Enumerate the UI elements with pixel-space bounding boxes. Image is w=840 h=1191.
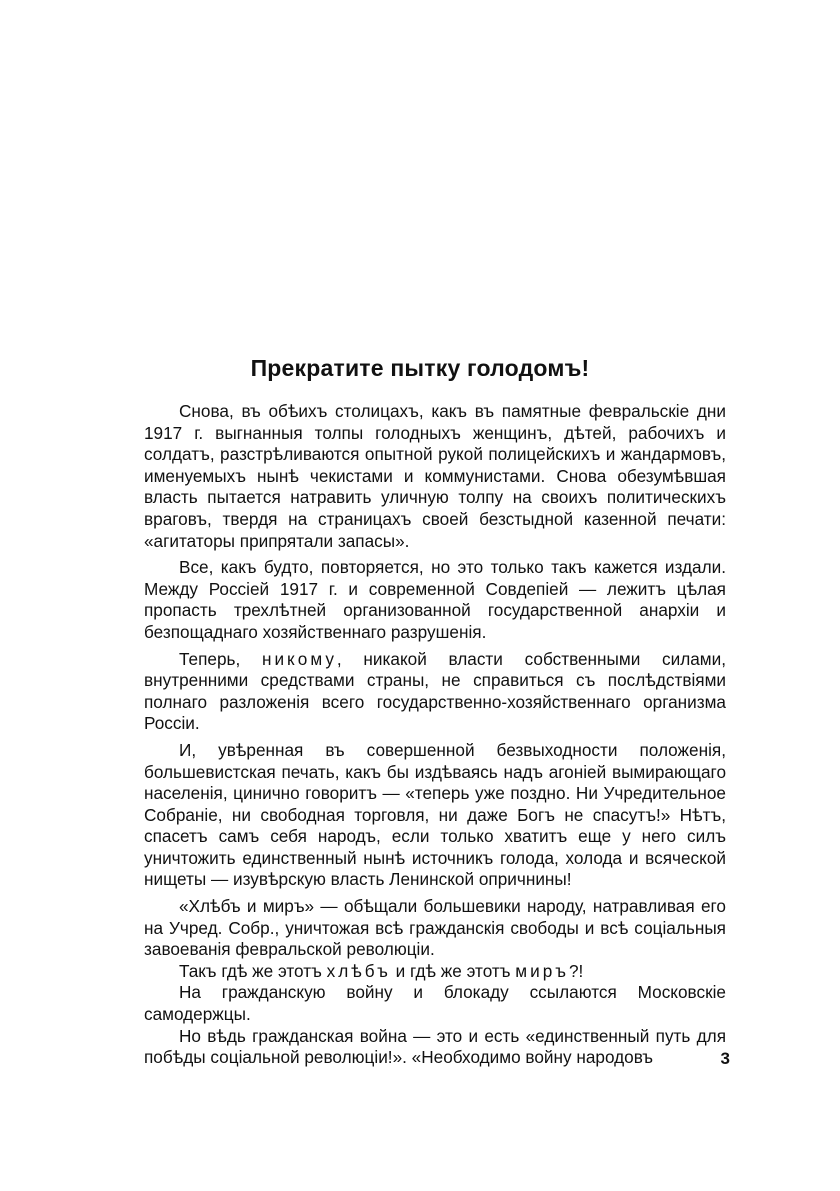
paragraph-5: «Хлѣбъ и миръ» — обѣщали большевики народу, натравливая его на Учред. Собр., уничтожая всѣ гражданскія свободы и всѣ соціальныя завоеванія февральской революціи. <box>144 896 726 960</box>
paragraph-2: Все, какъ будто, повторяется, но это только такъ кажется издали. Между Россіей 1917 г. и современной Совдепіей — лежитъ цѣлая пропасть трехлѣтней организованной государственной анархіи и безпощаднаго хозяйственнаго разрушенія. <box>144 557 726 642</box>
paragraph-3-lead: Теперь, <box>179 648 262 669</box>
paragraph-4: И, увѣренная въ совершенной безвыходности положенія, большевистская печать, какъ бы издѣваясь надъ агоніей вымирающаго населенія, цинично говоритъ — «теперь уже поздно. Ни Учредительное Собраніе, ни свободная торговля, ни даже Богъ не спасутъ!» Нѣтъ, спасетъ самъ себя народъ, если только хватитъ еще у него силъ уничтожить единственный нынѣ источникъ голода, холода и всяческой нищеты — изувѣрскую власть Ленинской опричнины! <box>144 739 726 890</box>
page-title: Прекратите пытку голодомъ! <box>250 355 590 381</box>
paragraph-6-lead: Такъ гдѣ же этотъ <box>179 960 327 981</box>
paragraph-7: На гражданскую войну и блокаду ссылаются Московскіе самодержцы. <box>144 982 726 1025</box>
page-number: 3 <box>720 1049 730 1068</box>
paragraph-1: Снова, въ обѣихъ столицахъ, какъ въ памятные февральскіе дни 1917 г. выгнанныя толпы голодныхъ женщинъ, дѣтей, рабочихъ и солдатъ, разстрѣливаются опытной рукой полицейскихъ и жандармовъ, именуемыхъ нынѣ чекистами и коммунистами. Снова обезумѣвшая власть пытается натравить уличную толпу на своихъ политическихъ враговъ, твердя на страницахъ своей безстыдной казенной печати: «агитаторы припрятали запасы». <box>144 401 726 551</box>
paragraph-8: Но вѣдь гражданская война — это и есть «единственный путь для побѣды соціальной революціи!». «Необходимо войну народовъ <box>144 1025 726 1068</box>
paragraph-3-rest: , никакой власти собственными силами, внутренними средствами страны, не справиться съ послѣдствіями полнаго разложенія всего государственно-хозяйственнаго организма Россіи. <box>144 648 726 734</box>
body-text <box>144 401 726 1069</box>
emphasis-khleb: хлѣбъ <box>326 960 391 981</box>
emphasis-nikomu: никому <box>261 648 337 669</box>
emphasis-mir: миръ <box>515 960 569 981</box>
paragraph-3 <box>144 649 726 735</box>
paragraph-6-middle: и гдѣ же этотъ <box>390 960 516 981</box>
paragraph-6 <box>144 961 726 983</box>
paragraph-6-end: ?! <box>569 960 584 981</box>
